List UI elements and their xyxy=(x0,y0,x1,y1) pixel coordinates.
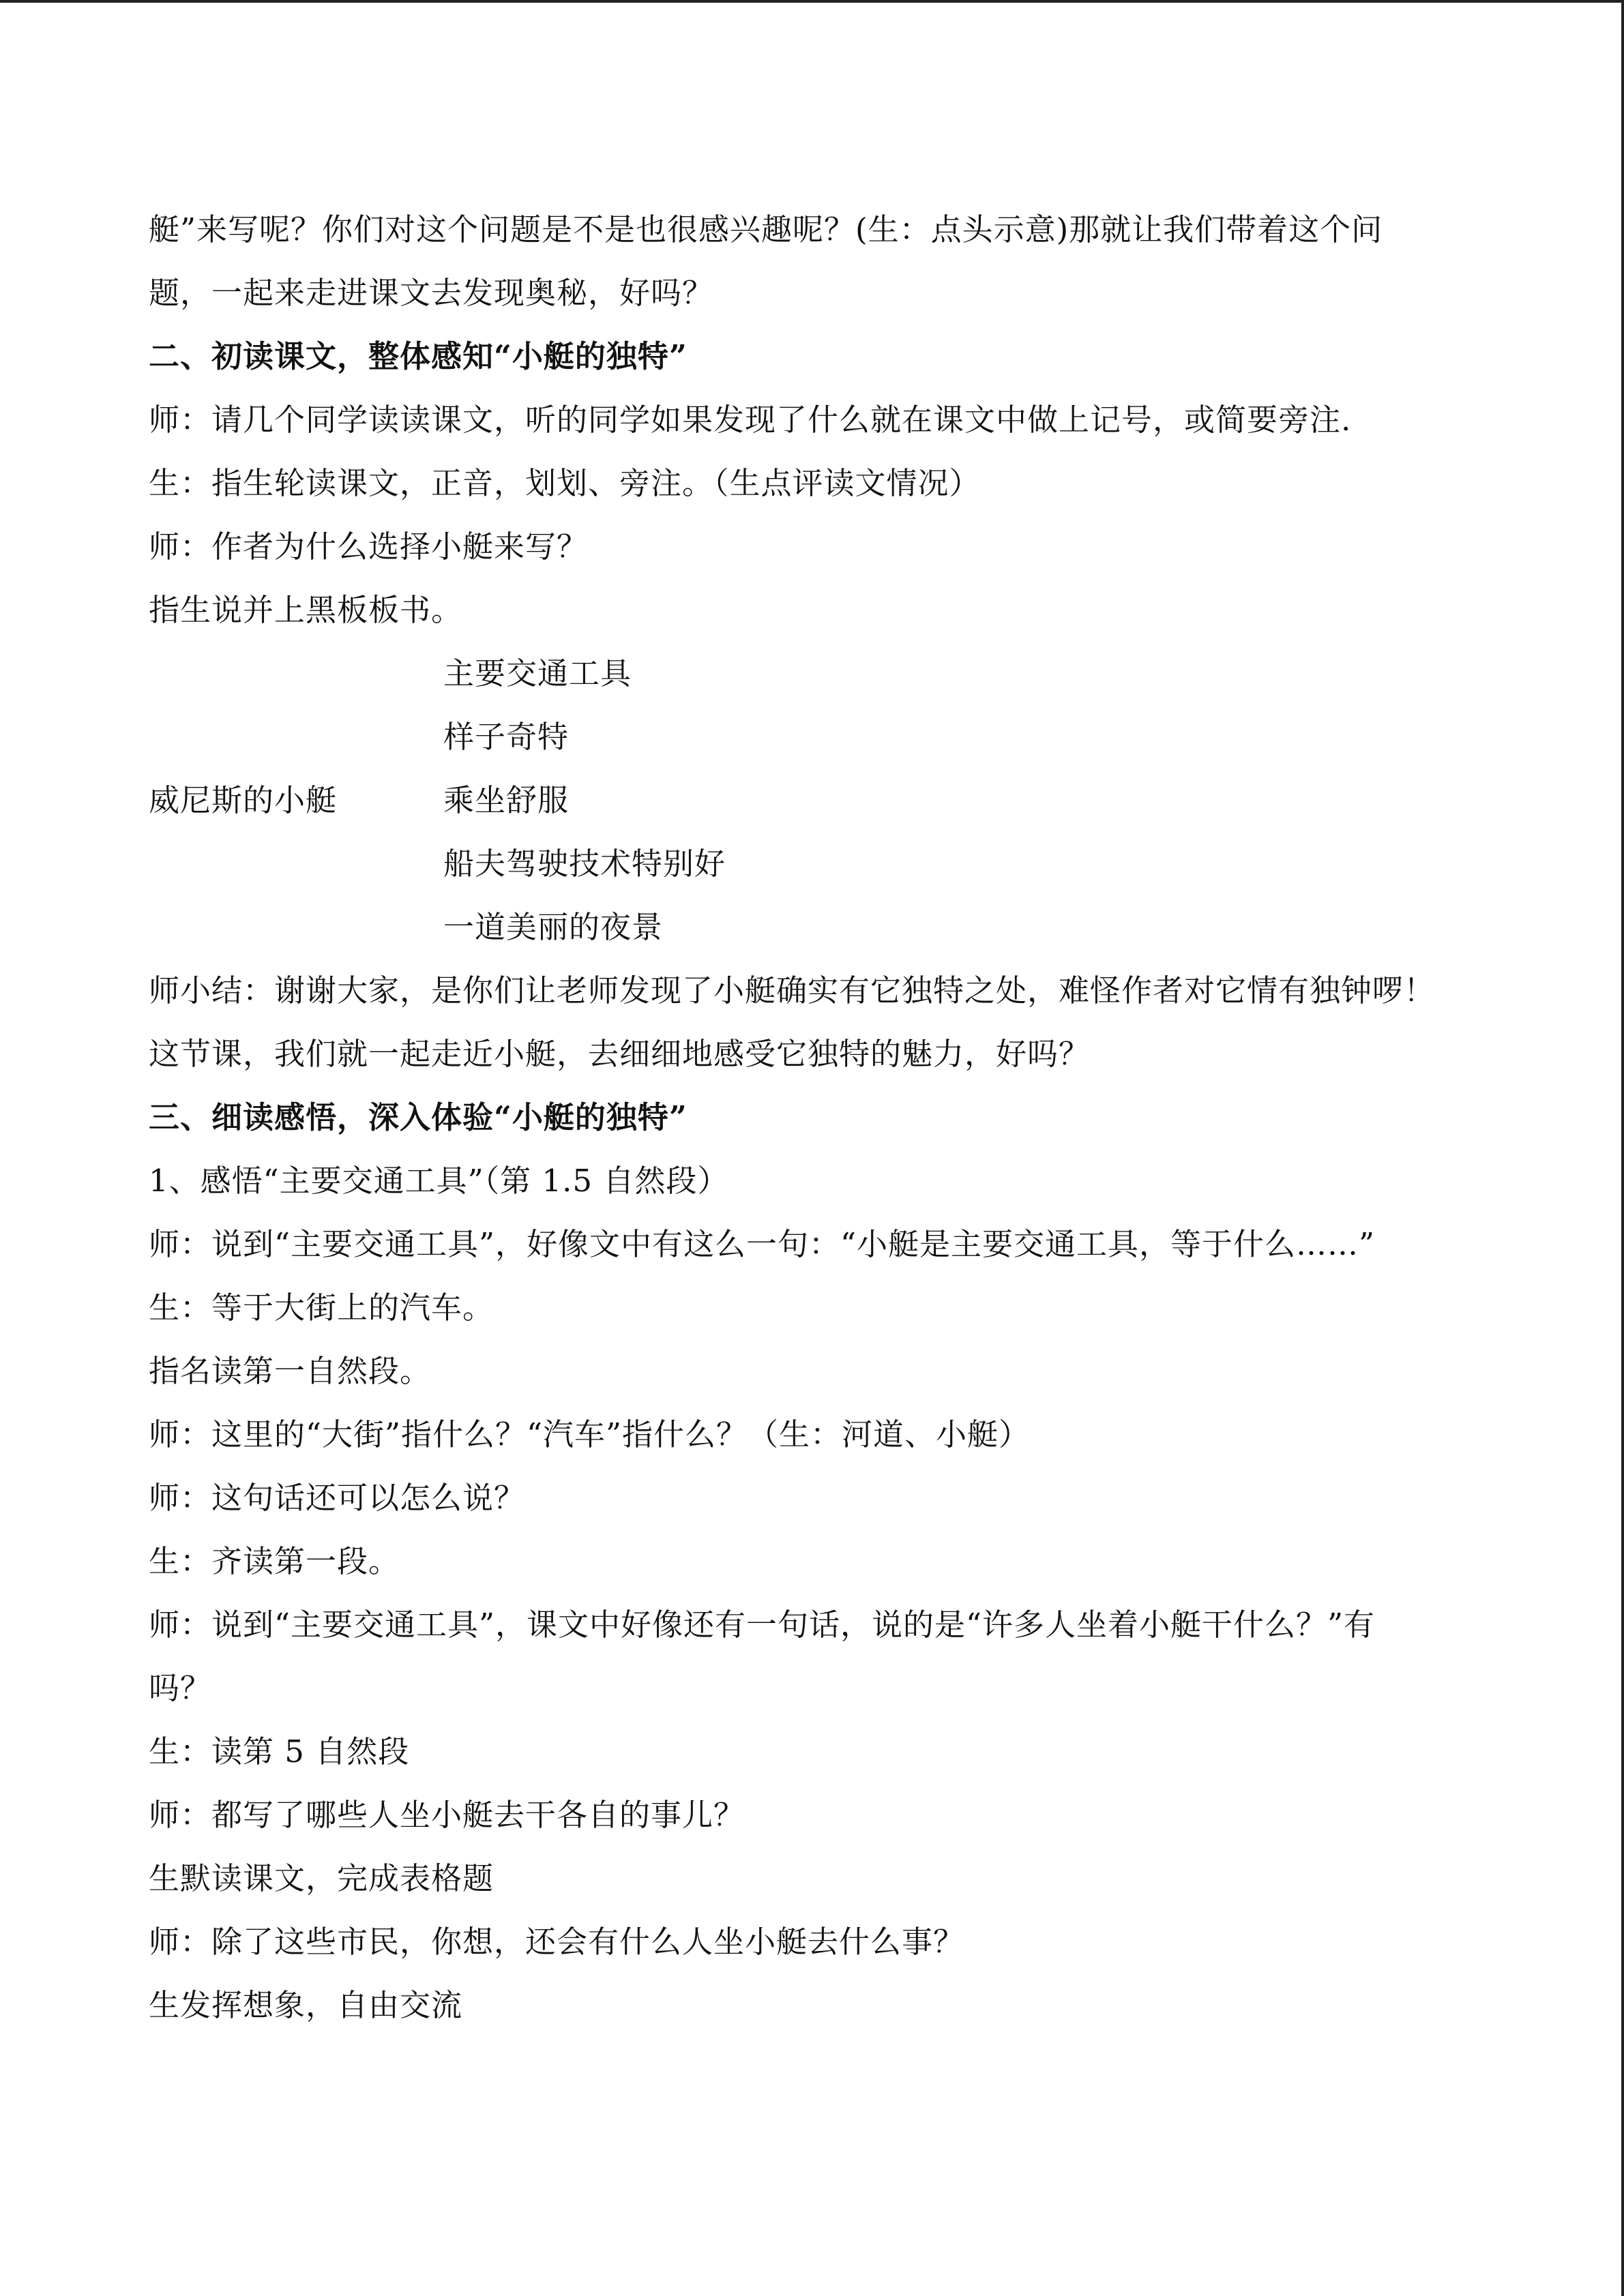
paragraph-line: 师：这里的“大街”指什么？“汽车”指什么？（生：河道、小艇） xyxy=(149,1416,1031,1452)
paragraph-line: 指名读第一自然段。 xyxy=(149,1353,432,1389)
paragraph-line: 师：说到“主要交通工具”，课文中好像还有一句话，说的是“许多人坐着小艇干什么？”有 xyxy=(149,1607,1376,1643)
board-subject-row xyxy=(149,769,1506,832)
paragraph-line: 指生说并上黑板板书。 xyxy=(149,592,463,628)
paragraph-line: 师：说到“主要交通工具”，好像文中有这么一句：“小艇是主要交通工具，等于什么……” xyxy=(149,1226,1376,1262)
document-body xyxy=(149,198,1506,2037)
paragraph-line: 师小结：谢谢大家，是你们让老师发现了小艇确实有它独特之处，难怪作者对它情有独钟啰！ xyxy=(149,972,1436,1009)
board-item: 船夫驾驶技术特别好 xyxy=(443,846,726,882)
paragraph-line: 师：都写了哪些人坐小艇去干各自的事儿？ xyxy=(149,1797,745,1833)
paragraph-line: 师：除了这些市民，你想，还会有什么人坐小艇去什么事？ xyxy=(149,1924,965,1960)
paragraph-line: 师：作者为什么选择小艇来写？ xyxy=(149,528,589,565)
section-heading: 三、细读感悟，深入体验“小艇的独特” xyxy=(149,1099,688,1135)
page-border-top xyxy=(0,0,1624,3)
board-item: 样子奇特 xyxy=(443,719,570,755)
paragraph-line: 艇”来写呢？你们对这个问题是不是也很感兴趣呢？(生：点头示意)那就让我们带着这个问 xyxy=(149,211,1383,248)
paragraph-line: 生：指生轮读课文，正音，划划、旁注。（生点评读文情况） xyxy=(149,465,981,501)
paragraph-line: 生：齐读第一段。 xyxy=(149,1543,400,1579)
blackboard-outline xyxy=(149,642,1506,959)
paragraph-line: 生：等于大街上的汽车。 xyxy=(149,1289,494,1326)
page-border-right xyxy=(1621,0,1624,2296)
paragraph-line: 题，一起来走进课文去发现奥秘，好吗？ xyxy=(149,275,714,311)
section-heading: 二、初读课文，整体感知“小艇的独特” xyxy=(149,338,688,374)
paragraph-line: 师：请几个同学读读课文，听的同学如果发现了什么就在课文中做上记号，或简要旁注. xyxy=(149,402,1352,438)
paragraph-line: 生发挥想象，自由交流 xyxy=(149,1987,463,2023)
paragraph-line: 1、感悟“主要交通工具”（第 1.5 自然段） xyxy=(149,1163,729,1199)
paragraph-line: 生默读课文，完成表格题 xyxy=(149,1860,494,1896)
paragraph-line: 吗？ xyxy=(149,1670,212,1706)
board-item: 乘坐舒服 xyxy=(443,782,570,818)
paragraph-line: 这节课，我们就一起走近小艇，去细细地感受它独特的魅力，好吗？ xyxy=(149,1036,1091,1072)
paragraph-line: 师：这句话还可以怎么说？ xyxy=(149,1480,526,1516)
board-subject: 威尼斯的小艇 xyxy=(149,782,338,818)
board-item: 一道美丽的夜景 xyxy=(443,909,664,945)
paragraph-line: 生：读第 5 自然段 xyxy=(149,1733,410,1770)
board-item: 主要交通工具 xyxy=(443,655,632,691)
